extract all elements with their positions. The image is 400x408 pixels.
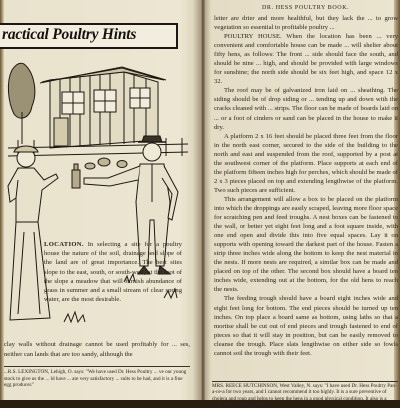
paragraph: The feeding trough should have a board eight inches wide and eight feet long for bottom. The end pieces should be turned up ten inches. On top place a board same as bottom, using laths so that a mortise shall be cut out of end pieces and trough fastened to end of pieces so that it will stay in position, but can be easily removed to cleanse the trough. Place slats lengthwise on either side so fowls cannot soil the trough with their feet. xyxy=(214,295,398,357)
location-paragraph xyxy=(44,240,182,304)
paragraph: This arrangement will allow a box to be placed on the platform into which the droppings are easily scraped, leaving more floor space for scratching pen and feed troughs. A nest boxes can be fastened to the wall, or better yet eight feet long and a foot square inside, with one end open and divide this into five equal spaces. Lay it on supports with opening toward the darkest part of the house. Fasten a strip three inches wide along the bottom to keep the nest material in the nests. If more nests are required, a similar box can be made and placed on top of the other. The second box should have a board ten inches wide, extending out at the bottom, for the old hens to reach the nests. xyxy=(214,195,398,294)
paragraph: A platform 2 x 16 feet should be placed three feet from the floor in the north east corner, secured to the side of the building to the north and east and suspended from the roof, supported by a post at the southwest corner of the platform. Place supports at each end of the platform fifteen inches high for perches, which should be made of 2 x 3 pieces placed on top and extending lengthwise of the platform. Two such pieces are sufficient. xyxy=(214,132,398,194)
title-banner xyxy=(0,23,178,49)
right-text-column xyxy=(214,14,398,358)
binding-gutter xyxy=(193,0,211,400)
left-testimonial: ...R.S. LEXINGTON, Lehigh, O. says: "We have used Dr. Hess Poultry ... ve our young stock to give us the ... ld have ... are very satisfactory ... sults to be had, and it is a fine egg producer." xyxy=(4,369,187,389)
page-title: ractical Poultry Hints xyxy=(2,26,137,43)
location-heading: LOCATION. xyxy=(44,241,84,248)
paragraph: The roof may be of galvanized iron laid on ... sheathing. The siding should be of drop siding or ... tending up and down with the cracks cleaned with ... strips. The floor can be made of boards laid on ... or a foot of cinders or sand can be placed in the house to make it dry. xyxy=(214,87,398,131)
right-footer-rule xyxy=(212,381,398,382)
location-text: In selecting a site for a poultry house the nature of the soil, drainage and slope of the land are of great importance. The best sites slope to the east, south, or south-west, at the foot of the slope a meadow that will furnish abundance of grass in summer and a small stream of clear spring water, are the most desirable. xyxy=(44,241,182,304)
left-footer-rule xyxy=(4,366,190,367)
paragraph-poultry-house: POULTRY HOUSE. When the location has been ... very convenient and comfortable house can be made ... will shelter about fifty hens, as follows: The front ... side should face the south, and should be nine ... high, and should be provided with large windows for sunshine; the north side should be six feet high, and space 12 x 32. xyxy=(214,33,398,86)
running-head: DR. HESS POULTRY BOOK. xyxy=(262,5,350,11)
paragraph: letter are drier and more healthful, but they lack the ... to grow vegetation so essential to profitable poultry ... xyxy=(214,15,398,32)
right-testimonial: MRS. REECE HUTCHINSON, West Valley, N. says: "I have used Dr. Hess Poultry Pan-a-ce-a for two years, and I cannot recommend it too highly. It is a sure preventive of cholera and roup and helps to keep the hens in a good physical condition. It also is a great help in the egg basket." xyxy=(212,383,397,408)
left-bottom-text: clay walls without drainage cannot be used profitably for ... ses, neither can lands that are too sandy, although the xyxy=(4,341,190,358)
